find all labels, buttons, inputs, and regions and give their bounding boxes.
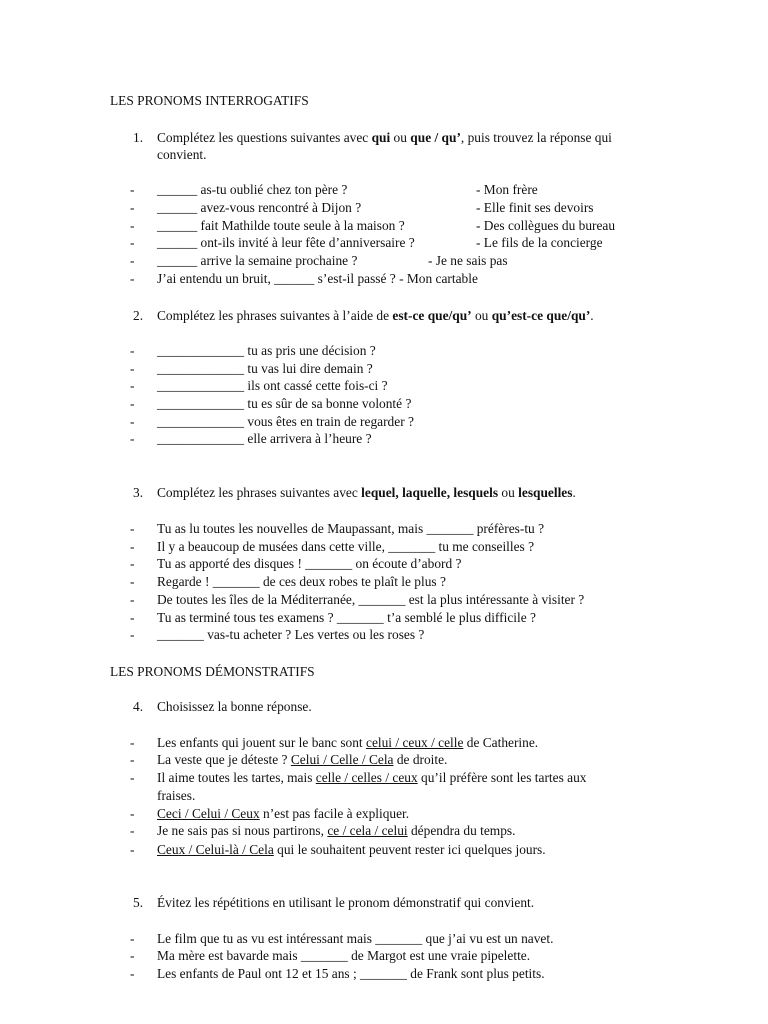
ex1-answer: - Le fils de la concierge: [476, 235, 603, 250]
ex3-item: Tu as terminé tous tes examens ? _______ t’a semblé le plus difficile ?: [157, 610, 536, 625]
bullet: -: [130, 343, 135, 358]
section-title-demonstratifs: LES PRONOMS DÉMONSTRATIFS: [110, 664, 315, 679]
bullet: -: [130, 431, 135, 446]
ex4-item-wrap: fraises.: [157, 788, 196, 803]
ex4-item: Ceux / Celui-là / Cela qui le souhaitent peuvent rester ici quelques jours.: [157, 842, 546, 857]
bullet: -: [130, 966, 135, 981]
choice-options: Ceux / Celui-là / Cela: [157, 842, 274, 857]
ex2-item: _____________ tu es sûr de sa bonne volonté ?: [157, 396, 412, 411]
ex4-item: Les enfants qui jouent sur le banc sont celui / ceux / celle de Catherine.: [157, 735, 539, 750]
ex1-question: ______ fait Mathilde toute seule à la maison ?: [157, 218, 405, 233]
choice-options: Celui / Celle / Cela: [290, 752, 394, 767]
ex1-question: ______ arrive la semaine prochaine ?: [157, 253, 358, 268]
exercise-2-instruction: Complétez les phrases suivantes à l’aide de est-ce que/qu’ ou qu’est-ce que/qu’.: [157, 308, 594, 323]
bullet: -: [130, 806, 135, 821]
ex4-item: Il aime toutes les tartes, mais celle / celles / ceux qu’il préfère sont les tartes aux: [157, 770, 587, 785]
ex3-item: Tu as lu toutes les nouvelles de Maupassant, mais _______ préfères-tu ?: [157, 521, 545, 536]
bullet: -: [130, 378, 135, 393]
exercise-5-number: 5.: [133, 895, 144, 910]
ex1-question: ______ as-tu oublié chez ton père ?: [157, 182, 348, 197]
ex5-item: Les enfants de Paul ont 12 et 15 ans ; _______ de Frank sont plus petits.: [157, 966, 545, 981]
bullet: -: [130, 253, 135, 268]
bullet: -: [130, 200, 135, 215]
ex3-item: Il y a beaucoup de musées dans cette ville, _______ tu me conseilles ?: [157, 539, 535, 554]
exercise-5-instruction: Évitez les répétitions en utilisant le pronom démonstratif qui convient.: [157, 895, 535, 910]
exercise-2-number: 2.: [133, 308, 144, 323]
bullet: -: [130, 521, 135, 536]
choice-options: ce / cela / celui: [327, 823, 408, 838]
bullet: -: [130, 842, 135, 857]
exercise-3-instruction: Complétez les phrases suivantes avec lequel, laquelle, lesquels ou lesquelles.: [157, 485, 576, 500]
ex1-answer: - Je ne sais pas: [428, 253, 508, 268]
ex3-item: Tu as apporté des disques ! _______ on écoute d’abord ?: [157, 556, 462, 571]
choice-options: celui / ceux / celle: [366, 735, 464, 750]
ex2-item: _____________ ils ont cassé cette fois-ci ?: [157, 378, 388, 393]
ex3-item: Regarde ! _______ de ces deux robes te plaît le plus ?: [157, 574, 446, 589]
bullet: -: [130, 361, 135, 376]
bullet: -: [130, 948, 135, 963]
bullet: -: [130, 218, 135, 233]
bullet: -: [130, 556, 135, 571]
ex1-question: ______ ont-ils invité à leur fête d’anniversaire ?: [157, 235, 415, 250]
ex1-answer: - Elle finit ses devoirs: [476, 200, 594, 215]
ex1-question: J’ai entendu un bruit, ______ s’est-il passé ? - Mon cartable: [157, 271, 478, 286]
bullet: -: [130, 610, 135, 625]
exercise-3-number: 3.: [133, 485, 144, 500]
ex1-answer: - Des collègues du bureau: [476, 218, 616, 233]
exercise-4-instruction: Choisissez la bonne réponse.: [157, 699, 312, 714]
bullet: -: [130, 539, 135, 554]
bullet: -: [130, 574, 135, 589]
choice-options: Ceci / Celui / Ceux: [157, 806, 260, 821]
ex2-item: _____________ elle arrivera à l’heure ?: [157, 431, 372, 446]
bullet: -: [130, 931, 135, 946]
exercise-4-number: 4.: [133, 699, 144, 714]
bullet: -: [130, 182, 135, 197]
bullet: -: [130, 823, 135, 838]
bullet: -: [130, 592, 135, 607]
exercise-1-number: 1.: [133, 130, 144, 145]
ex2-item: _____________ tu vas lui dire demain ?: [157, 361, 373, 376]
ex2-item: _____________ tu as pris une décision ?: [157, 343, 376, 358]
bullet: -: [130, 735, 135, 750]
bullet: -: [130, 396, 135, 411]
ex2-item: _____________ vous êtes en train de regarder ?: [157, 414, 414, 429]
ex3-item: _______ vas-tu acheter ? Les vertes ou les roses ?: [157, 627, 425, 642]
ex4-item: Je ne sais pas si nous partirons, ce / cela / celui dépendra du temps.: [157, 823, 516, 838]
exercise-1-instruction: Complétez les questions suivantes avec qui ou que / qu’, puis trouvez la réponse qui convient.: [157, 130, 612, 162]
ex4-item: La veste que je déteste ? Celui / Celle / Cela de droite.: [157, 752, 448, 767]
ex4-item: Ceci / Celui / Ceux n’est pas facile à expliquer.: [157, 806, 410, 821]
bullet: -: [130, 271, 135, 286]
bullet: -: [130, 235, 135, 250]
bullet: -: [130, 414, 135, 429]
bullet: -: [130, 627, 135, 642]
ex5-item: Ma mère est bavarde mais _______ de Margot est une vraie pipelette.: [157, 948, 531, 963]
choice-options: celle / celles / ceux: [315, 770, 418, 785]
section-title-interrogatifs: LES PRONOMS INTERROGATIFS: [110, 93, 309, 108]
ex3-item: De toutes les îles de la Méditerranée, _______ est la plus intéressante à visiter ?: [157, 592, 585, 607]
ex1-answer: - Mon frère: [476, 182, 538, 197]
bullet: -: [130, 770, 135, 785]
ex1-question: ______ avez-vous rencontré à Dijon ?: [157, 200, 362, 215]
bullet: -: [130, 752, 135, 767]
ex5-item: Le film que tu as vu est intéressant mais _______ que j’ai vu est un navet.: [157, 931, 554, 946]
